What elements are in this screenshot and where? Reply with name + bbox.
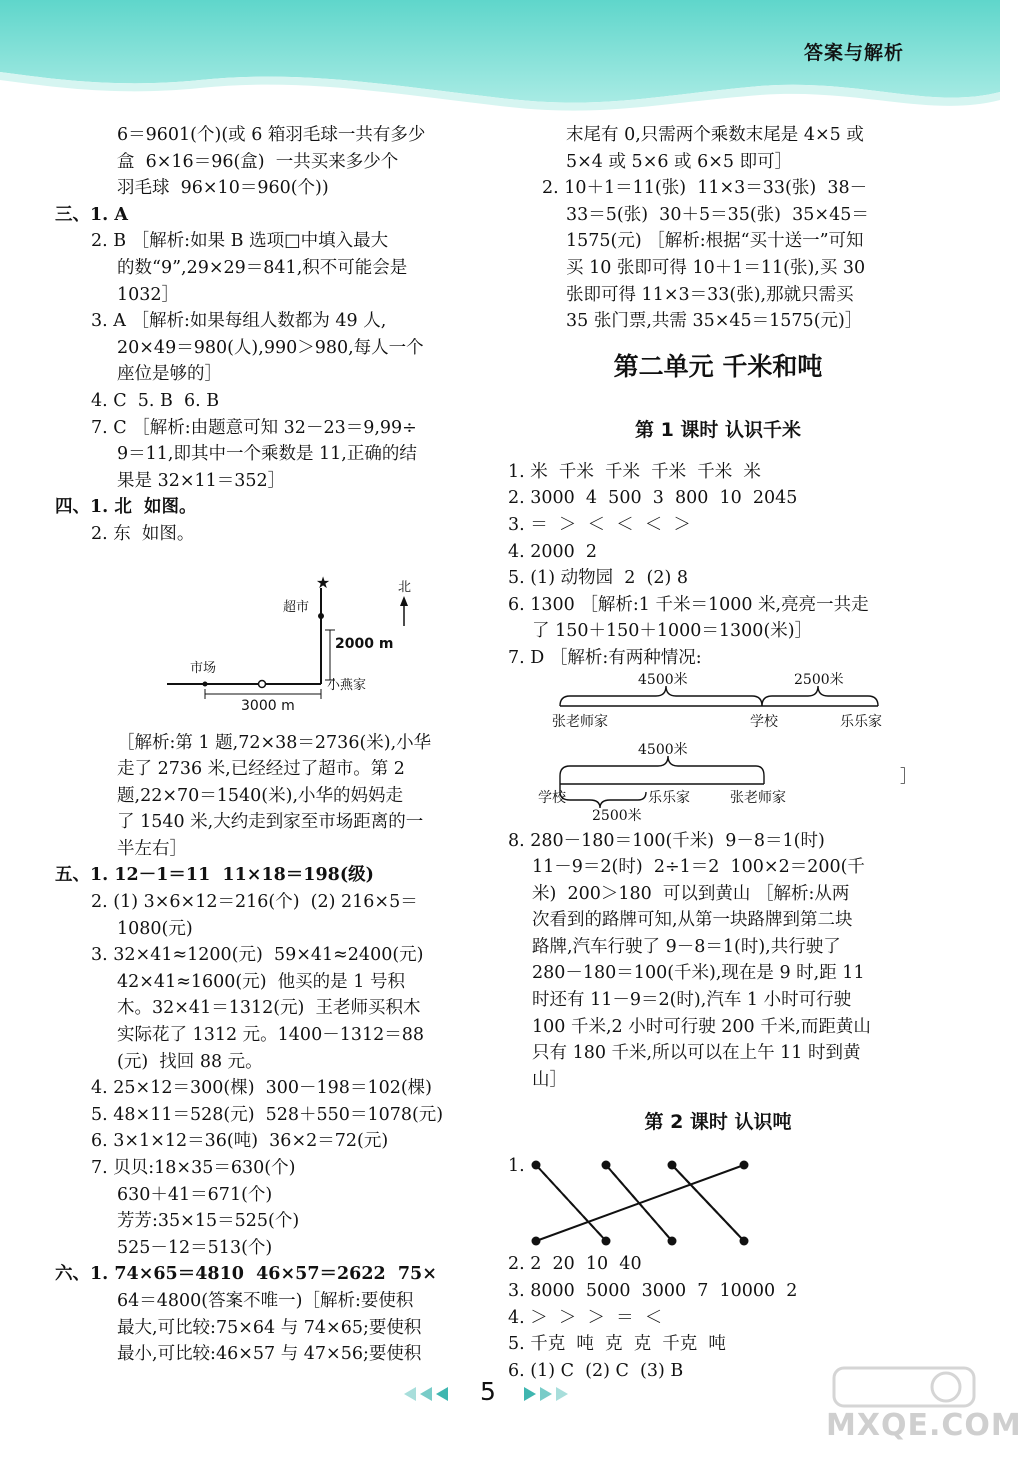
text-line: 1032］ — [117, 284, 180, 305]
text-line: 64＝4800(答案不唯一)［解析:要使积 — [117, 1290, 414, 1311]
text-line: 4. ＞ ＞ ＞ ＝ ＜ — [508, 1307, 663, 1328]
label-north: 北 — [398, 579, 412, 595]
arrow-left-icon — [436, 1387, 448, 1401]
section-heading: 四、1. 北 如图。 — [55, 497, 197, 518]
text-line: 2. 10＋1＝11(张) 11×3＝33(张) 38－ — [542, 178, 868, 199]
text-line: 羽毛球 96×10＝960(个)) — [117, 178, 329, 199]
text-line: 2. (1) 3×6×12＝216(个) (2) 216×5＝ — [91, 892, 418, 913]
text-line: 6. 1300 ［解析:1 千米＝1000 米,亮亮一共走 — [508, 594, 869, 615]
closing-bracket: ］ — [900, 766, 917, 787]
text-line: 2. 东 如图。 — [91, 523, 195, 544]
section-heading: 六、1. 74×65＝4810 46×57＝2622 75× — [55, 1264, 437, 1285]
star-icon: ★ — [315, 572, 331, 592]
text-line: 5. (1) 动物园 2 (2) 8 — [508, 568, 688, 589]
route-map-diagram — [55, 548, 470, 730]
arrow-left-icon — [404, 1387, 416, 1401]
text-line: 5×4 或 5×6 或 6×5 即可］ — [566, 151, 793, 172]
label-school-bottom: 学校 — [538, 789, 566, 806]
section-heading: 五、1. 12－1＝11 11×18＝198(级) — [55, 865, 374, 886]
distance-diagram — [508, 672, 928, 828]
text-line: 5. 48×11＝528(元) 528＋550＝1078(元) — [91, 1104, 444, 1125]
header-title: 答案与解析 — [803, 42, 904, 64]
text-line: 题,22×70＝1540(米),小华的妈妈走 — [117, 785, 404, 806]
label-distance-vertical: 2000 m — [335, 635, 394, 652]
matching-diagram — [508, 1151, 928, 1251]
right-column — [508, 122, 928, 1384]
label-distance-horizontal: 3000 m — [241, 697, 295, 714]
text-line: 时还有 11－9＝2(时),汽车 1 小时可行驶 — [532, 990, 852, 1011]
text-line: 的数“9”,29×29＝841,积不可能会是 — [117, 257, 408, 278]
text-line: 走了 2736 米,已经经过了超市。第 2 — [117, 759, 405, 780]
arrow-right-icon — [524, 1387, 536, 1401]
label-2500-bottom: 2500米 — [592, 807, 642, 824]
text-line: 6＝9601(个)(或 6 箱羽毛球一共有多少 — [117, 125, 426, 145]
label-lele-home-top: 乐乐家 — [840, 713, 882, 730]
text-line: 盒 6×16＝96(盒) 一共买来多少个 — [117, 151, 399, 172]
text-line: 只有 180 千米,所以可以在上午 11 时到黄 — [532, 1043, 861, 1064]
label-4500-bottom: 4500米 — [638, 741, 688, 758]
label-market: 市场 — [190, 660, 217, 676]
arrow-left-icon — [420, 1387, 432, 1401]
text-line: 7. C ［解析:由题意可知 32－23＝9,99÷ — [91, 417, 417, 438]
text-line: 1. 米 千米 千米 千米 千米 米 — [508, 461, 761, 482]
text-line: 7. 贝贝:18×35＝630(个) — [91, 1158, 296, 1178]
text-line: 1575(元) ［解析:根据“买十送一”可知 — [566, 231, 864, 252]
text-line: 山］ — [532, 1069, 567, 1090]
text-line: 100 千米,2 小时可行驶 200 千米,而距黄山 — [532, 1016, 871, 1037]
label-lele-home-bottom: 乐乐家 — [648, 789, 690, 806]
text-line: 座位是够的］ — [117, 364, 222, 385]
arrow-right-icon — [540, 1387, 552, 1401]
text-line: 2. 2 20 10 40 — [508, 1254, 642, 1275]
matching-lines — [508, 1151, 928, 1251]
text-line: 最大,可比较:75×64 与 74×65;要使积 — [117, 1317, 422, 1338]
text-line: 4. C 5. B 6. B — [91, 390, 220, 411]
text-line: 3. 32×41≈1200(元) 59×41≈2400(元) — [91, 945, 424, 966]
text-line: 42×41≈1600(元) 他买的是 1 号积 — [117, 971, 405, 992]
left-column — [55, 122, 470, 1368]
text-line: 1080(元) — [117, 918, 193, 939]
label-supermarket: 超市 — [283, 599, 310, 615]
text-line: 了 1540 米,大约走到家至市场距离的一 — [117, 812, 424, 833]
text-line: 4. 2000 2 — [508, 541, 598, 562]
text-line: 路牌,汽车行驶了 9－8＝1(时),共行驶了 — [532, 936, 841, 957]
text-line: 11－9＝2(时) 2÷1＝2 100×2＝200(千 — [532, 857, 865, 878]
label-school-top: 学校 — [750, 713, 778, 730]
text-line: 2. B ［解析:如果 B 选项□中填入最大 — [91, 231, 389, 252]
label-teacher-home-bottom: 张老师家 — [730, 789, 786, 806]
text-line: 果是 32×11＝352］ — [117, 470, 286, 491]
unit-title: 第二单元 千米和吨 — [613, 351, 823, 381]
text-line: 半左右］ — [117, 838, 187, 859]
text-line: 木。32×41＝1312(元) 王老师买积木 — [117, 998, 421, 1019]
watermark-logo — [826, 1362, 1022, 1447]
text-line: 20×49＝980(人),990＞980,每人一个 — [117, 337, 424, 358]
text-line: 张即可得 11×3＝33(张),那就只需买 — [566, 284, 854, 305]
header-band — [0, 0, 1000, 120]
section-heading: 三、1. A — [55, 204, 128, 225]
text-line: 末尾有 0,只需两个乘数末尾是 4×5 或 — [566, 125, 864, 145]
text-line: 280－180＝100(千米),现在是 9 时,距 11 — [532, 963, 865, 984]
text-line: ［解析:第 1 题,72×38＝2736(米),小华 — [117, 732, 432, 753]
text-line: 35 张门票,共需 35×45＝1575(元)］ — [566, 311, 863, 332]
arrow-right-icon — [556, 1387, 568, 1401]
watermark-mark-icon — [826, 1362, 986, 1412]
distance-braces — [508, 672, 928, 828]
text-line: 5. 千克 吨 克 克 千克 吨 — [508, 1334, 726, 1355]
text-line: (元) 找回 88 元。 — [117, 1051, 263, 1072]
text-line: 7. D ［解析:有两种情况: — [508, 647, 702, 668]
text-line: 630＋41＝671(个) — [117, 1184, 273, 1205]
text-line: 米) 200＞180 可以到黄山 ［解析:从两 — [532, 883, 850, 904]
text-line: 525－12＝513(个) — [117, 1237, 273, 1258]
text-line: 4. 25×12＝300(棵) 300－198＝102(棵) — [91, 1078, 433, 1099]
text-line: 次看到的路牌可知,从第一块路牌到第二块 — [532, 910, 853, 931]
text-line: 2. 3000 4 500 3 800 10 2045 — [508, 488, 798, 509]
text-line: 6. 3×1×12＝36(吨) 36×2＝72(元) — [91, 1131, 389, 1152]
text-line: 芳芳:35×15＝525(个) — [117, 1211, 300, 1232]
question-number: 1. — [508, 1156, 525, 1177]
label-teacher-home-top: 张老师家 — [552, 713, 608, 730]
label-4500-top: 4500米 — [638, 671, 688, 688]
page-number: 5 — [480, 1377, 496, 1406]
text-line: 了 150＋150＋1000＝1300(米)］ — [532, 621, 813, 642]
text-line: 8. 280－180＝100(千米) 9－8＝1(时) — [508, 830, 825, 851]
text-line: 3. ＝ ＞ ＜ ＜ ＜ ＞ — [508, 514, 691, 535]
lesson-title: 第 1 课时 认识千米 — [634, 418, 802, 441]
text-line: 3. 8000 5000 3000 7 10000 2 — [508, 1281, 798, 1302]
text-line: 3. A ［解析:如果每组人数都为 49 人, — [91, 311, 387, 332]
text-line: 买 10 张即可得 10＋1＝11(张),买 30 — [566, 257, 866, 278]
text-line: 最小,可比较:46×57 与 47×56;要使积 — [117, 1344, 422, 1365]
text-line: 9＝11,即其中一个乘数是 11,正确的结 — [117, 444, 417, 465]
lesson-title: 第 2 课时 认识吨 — [644, 1111, 792, 1134]
label-home: 小燕家 — [327, 677, 367, 693]
north-arrow-icon — [400, 596, 408, 606]
label-2500-top: 2500米 — [794, 671, 844, 688]
text-line: 6. (1) C (2) C (3) B — [508, 1360, 684, 1381]
text-line: 33＝5(张) 30＋5＝35(张) 35×45＝ — [566, 204, 869, 225]
watermark-text: MXQE.COM — [826, 1408, 1022, 1443]
text-line: 实际花了 1312 元。1400－1312＝88 — [117, 1025, 425, 1046]
